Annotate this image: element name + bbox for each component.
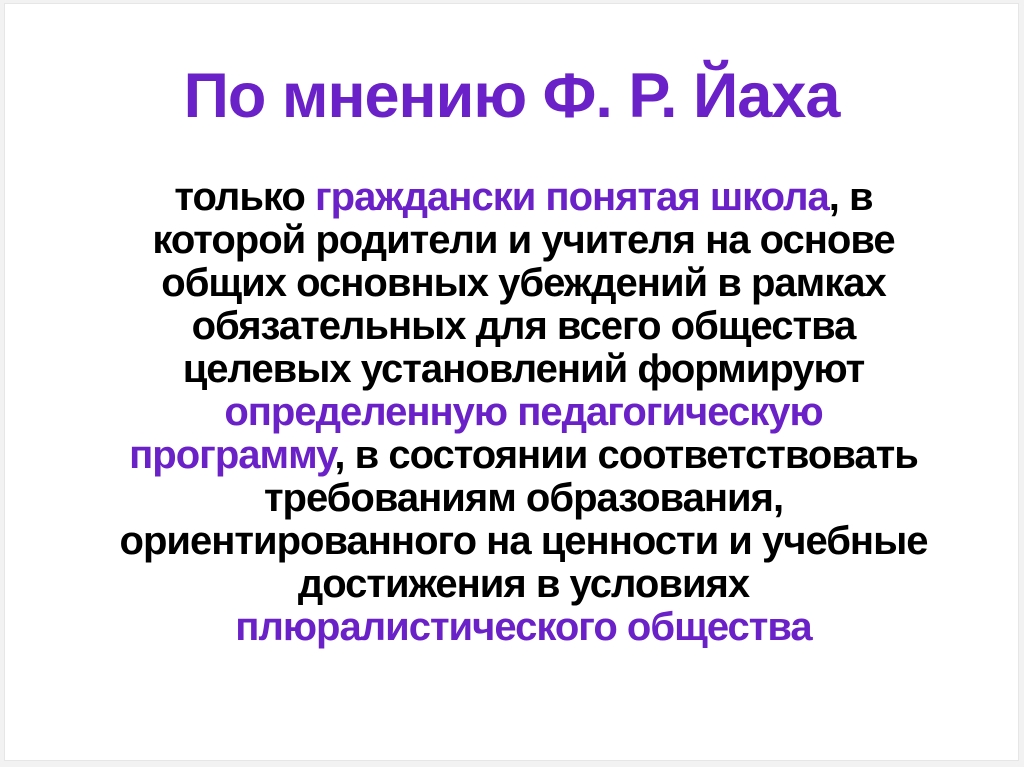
text-segment: ориентированного на ценности и учебные — [119, 519, 928, 563]
slide-title: По мнению Ф. Р. Йаха — [183, 61, 840, 131]
body-line — [17, 348, 1019, 391]
highlighted-text-segment: программу — [129, 433, 335, 477]
highlighted-text-segment: плюралистического общества — [235, 605, 812, 649]
body-line — [17, 606, 1019, 649]
presentation-slide — [4, 3, 1019, 761]
text-segment: обязательных для всего общества — [191, 304, 856, 348]
body-line — [17, 176, 1019, 219]
text-segment: , в состоянии соответствовать — [334, 433, 918, 477]
body-line — [17, 262, 1019, 305]
text-segment: общих основных убеждений в рамках — [161, 261, 886, 305]
text-segment: требованиям образования, — [263, 476, 784, 520]
body-line — [17, 434, 1019, 477]
highlighted-text-segment: определенную педагогическую — [224, 390, 823, 434]
body-line — [17, 391, 1019, 434]
slide-body — [17, 176, 1019, 649]
text-segment: которой родители и учителя на основе — [152, 218, 895, 262]
body-line — [17, 563, 1019, 606]
text-segment: , в — [828, 175, 873, 219]
body-line — [17, 219, 1019, 262]
text-segment: достижения в условиях — [297, 562, 750, 606]
text-segment: целевых установлений формируют — [182, 347, 865, 391]
body-line — [17, 520, 1019, 563]
body-line — [17, 305, 1019, 348]
text-segment: только — [174, 175, 315, 219]
body-line — [17, 477, 1019, 520]
highlighted-text-segment: граждански понятая школа — [314, 175, 829, 219]
